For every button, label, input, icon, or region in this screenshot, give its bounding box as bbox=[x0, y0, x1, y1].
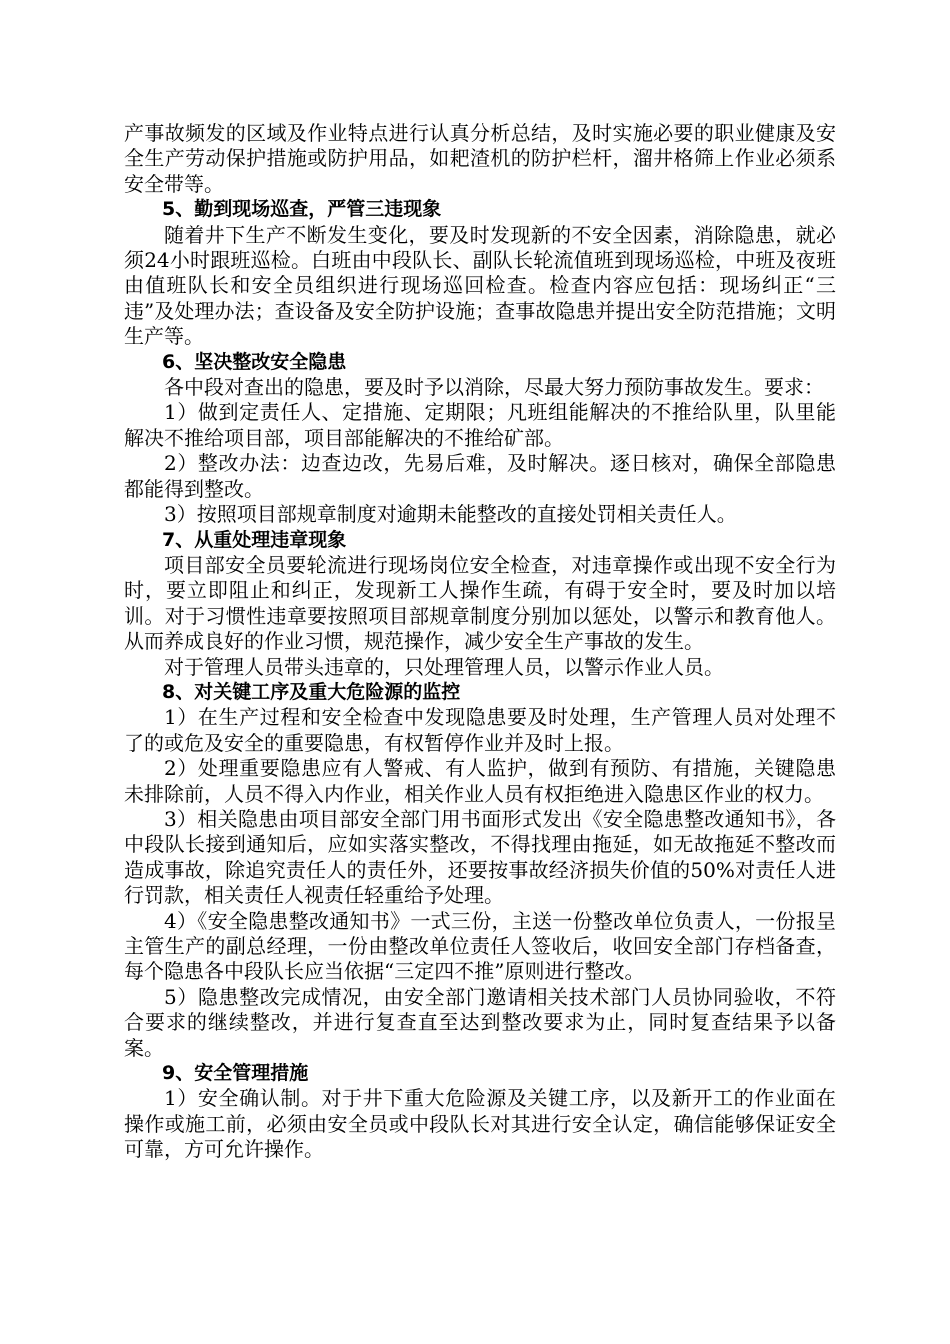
paragraph: 产事故频发的区域及作业特点进行认真分析总结，及时实施必要的职业健康及安全生产劳动保护措施或防护用品，如耙渣机的防护栏杆，溜井格筛上作业必须系安全带等。 bbox=[124, 121, 836, 196]
list-item: 3）按照项目部规章制度对逾期未能整改的直接处罚相关责任人。 bbox=[164, 502, 737, 527]
list-item: 1）在生产过程和安全检查中发现隐患要及时处理，生产管理人员对处理不了的或危及安全的重要隐患，有权暂停作业并及时上报。 bbox=[124, 705, 836, 755]
list-item: 2）处理重要隐患应有人警戒、有人监护，做到有预防、有措施，关键隐患未排除前，人员不得入内作业，相关作业人员有权拒绝进入隐患区作业的权力。 bbox=[124, 756, 836, 806]
section-heading-5: 5、勤到现场巡查，严管三违现象 bbox=[162, 198, 442, 221]
section-heading-6: 6、坚决整改安全隐患 bbox=[162, 350, 347, 373]
paragraph: 随着井下生产不断发生变化，要及时发现新的不安全因素，消除隐患，就必须24小时跟班巡检。白班由中段队长、副队长轮流值班到现场巡检，中班及夜班由值班队长和安全员组织进行现场巡回检查。检查内容应包括：现场纠正“三违”及处理办法；查设备及安全防护设施；查事故隐患并提出安全防范措施；文明生产等。 bbox=[124, 222, 836, 349]
list-item: 1）做到定责任人、定措施、定期限；凡班组能解决的不推给队里，队里能解决不推给项目部，项目部能解决的不推给矿部。 bbox=[124, 400, 836, 450]
paragraph: 对于管理人员带头违章的，只处理管理人员，以警示作业人员。 bbox=[164, 654, 724, 679]
list-item: 3）相关隐患由项目部安全部门用书面形式发出《安全隐患整改通知书》，各中段队长接到通知后，应如实落实整改，不得找理由拖延，如无故拖延不整改而造成事故，除追究责任人的责任外，还要按事故经济损失价值的50%对责任人进行罚款，相关责任人视责任轻重给予处理。 bbox=[124, 806, 836, 908]
document-page bbox=[124, 121, 836, 1163]
section-heading-8: 8、对关键工序及重大危险源的监控 bbox=[162, 680, 461, 703]
list-item: 1）安全确认制。对于井下重大危险源及关键工序，以及新开工的作业面在操作或施工前，必须由安全员或中段队长对其进行安全认定，确信能够保证安全可靠，方可允许操作。 bbox=[124, 1086, 836, 1162]
section-heading-9: 9、安全管理措施 bbox=[162, 1062, 309, 1085]
list-item: 5）隐患整改完成情况，由安全部门邀请相关技术部门人员协同验收，不符合要求的继续整改，并进行复查直至达到整改要求为止，同时复查结果予以备案。 bbox=[124, 984, 836, 1060]
paragraph: 项目部安全员要轮流进行现场岗位安全检查，对违章操作或出现不安全行为时，要立即阻止和纠正，发现新工人操作生疏，有碍于安全时，要及时加以培训。对于习惯性违章要按照项目部规章制度分别加以惩处，以警示和教育他人。从而养成良好的作业习惯，规范操作，减少安全生产事故的发生。 bbox=[124, 552, 836, 654]
list-item: 4）《安全隐患整改通知书》一式三份，主送一份整改单位负责人，一份报呈主管生产的副总经理，一份由整改单位责任人签收后，收回安全部门存档备查，每个隐患各中段队长应当依据“三定四不推”原则进行整改。 bbox=[124, 908, 836, 984]
list-item: 2）整改办法：边查边改，先易后难，及时解决。逐日核对，确保全部隐患都能得到整改。 bbox=[124, 451, 836, 501]
section-heading-7: 7、从重处理违章现象 bbox=[162, 528, 347, 551]
paragraph: 各中段对查出的隐患，要及时予以消除，尽最大努力预防事故发生。要求： bbox=[164, 375, 824, 400]
